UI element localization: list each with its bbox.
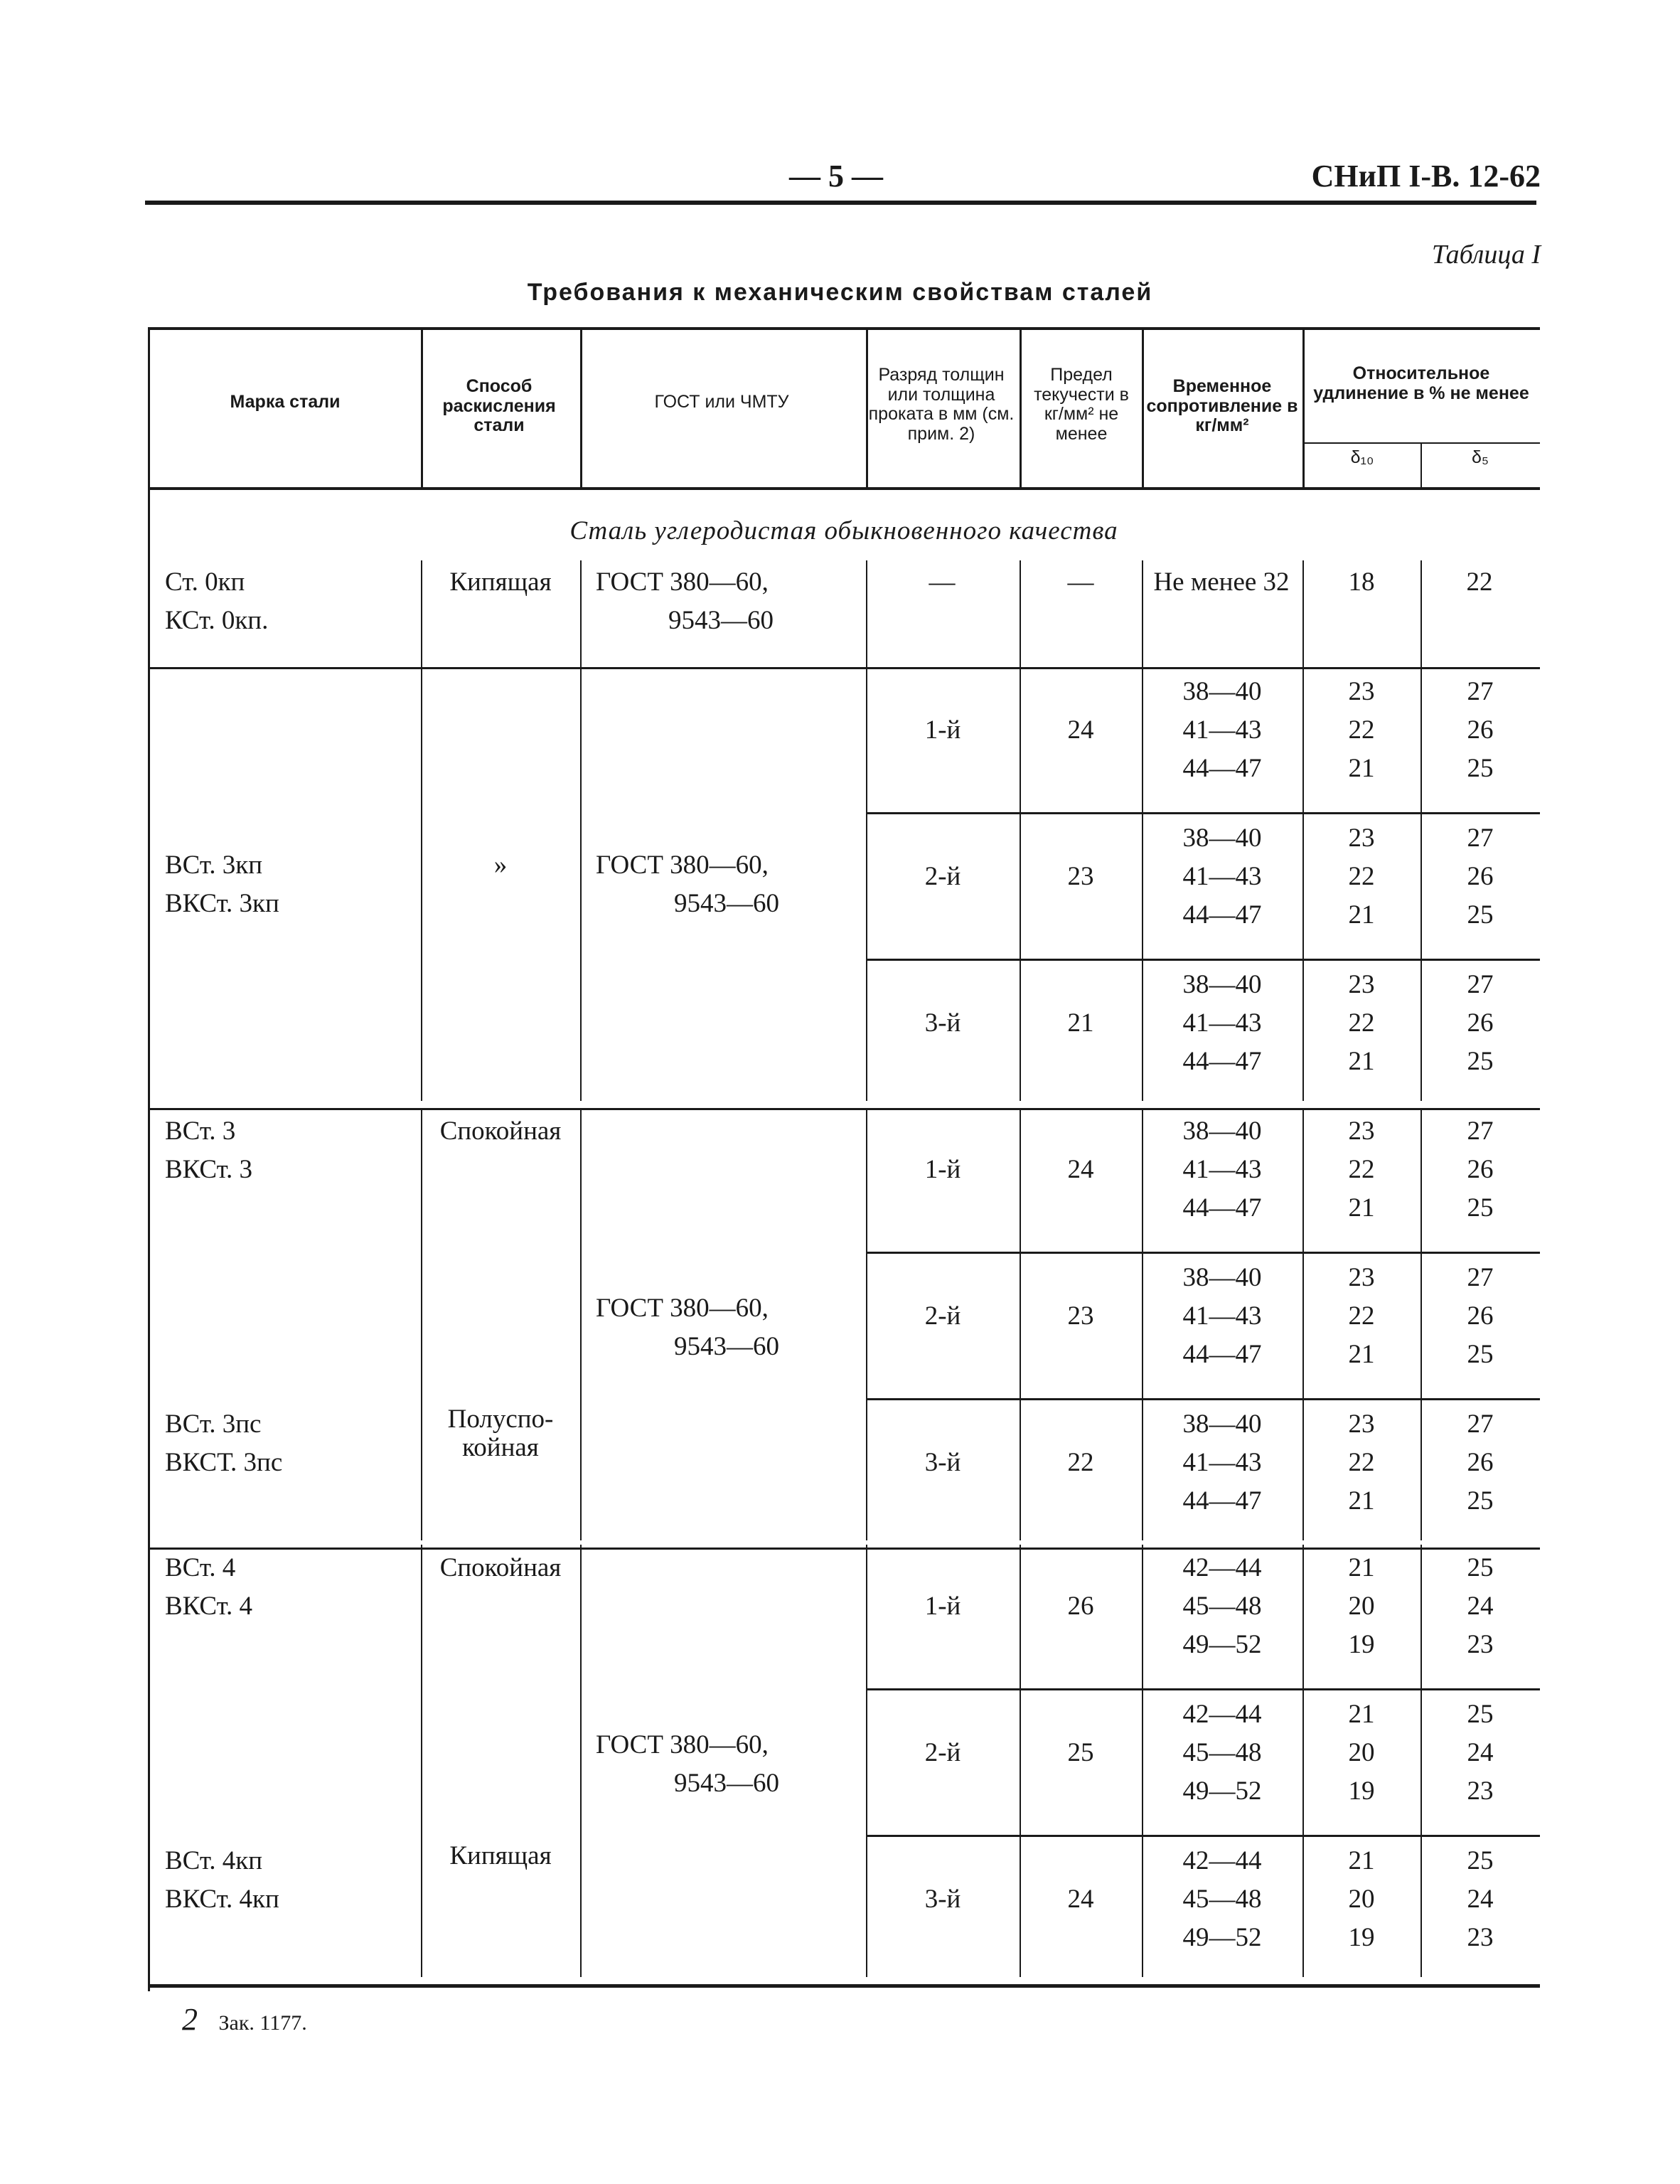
footer-order: Зак. 1177. <box>218 2011 307 2035</box>
d10-cell: 23 <box>1348 677 1375 706</box>
tensile-cell: 38—40 <box>1182 970 1262 999</box>
d5-cell: 24 <box>1467 1885 1494 1914</box>
d5-cell: 25 <box>1467 1193 1494 1222</box>
grade-cell: КСт. 0кп. <box>165 606 269 635</box>
tensile-cell: 42—44 <box>1182 1700 1262 1729</box>
class-cell: 2-й <box>924 1738 961 1767</box>
d10-cell: 20 <box>1348 1592 1375 1621</box>
column-rule <box>148 327 150 1991</box>
tensile-cell: 41—43 <box>1182 1448 1262 1477</box>
row-rule <box>866 959 1540 961</box>
d5-cell: 25 <box>1467 1846 1494 1875</box>
d5-cell: 27 <box>1467 970 1494 999</box>
column-rule <box>580 327 582 487</box>
gost-cell: ГОСТ 380—60, <box>596 1730 769 1759</box>
d5-cell: 27 <box>1467 824 1494 853</box>
section-title: Сталь углеродистая обыкновенного качества <box>569 516 1118 545</box>
col-header-yield: Предел текучести в кг/мм² не менее <box>1034 365 1129 444</box>
column-rule <box>421 1108 422 1540</box>
d10-cell: 19 <box>1348 1630 1375 1659</box>
d5-cell: 24 <box>1467 1738 1494 1767</box>
grade-cell: ВСт. 3пс <box>165 1410 262 1439</box>
column-rule <box>421 327 423 487</box>
d10-cell: 23 <box>1348 970 1375 999</box>
d5-cell: 24 <box>1467 1592 1494 1621</box>
grade-cell: ВКСт. 4кп <box>165 1885 279 1914</box>
d10-cell: 21 <box>1348 1047 1375 1076</box>
grade-cell: ВСт. 3 <box>165 1117 236 1146</box>
d5-cell: 26 <box>1467 1008 1494 1038</box>
row-rule <box>866 1688 1540 1690</box>
tensile-cell: 44—47 <box>1182 1340 1262 1369</box>
column-rule <box>1142 560 1143 667</box>
tensile-cell: 44—47 <box>1182 1047 1262 1076</box>
d10-cell: 23 <box>1348 824 1375 853</box>
tensile-cell: 49—52 <box>1182 1923 1262 1952</box>
d5-cell: 25 <box>1467 1340 1494 1369</box>
row-rule <box>148 667 1540 669</box>
gost-cell: 9543—60 <box>674 1332 779 1361</box>
d5-cell: 23 <box>1467 1777 1494 1806</box>
tensile-cell: 45—48 <box>1182 1738 1262 1767</box>
d5-cell: 23 <box>1467 1630 1494 1659</box>
tensile-cell: 42—44 <box>1182 1846 1262 1875</box>
deoxidation-cell: Полуспо- <box>447 1405 554 1434</box>
column-rule <box>1142 327 1144 487</box>
d5-cell: 25 <box>1467 754 1494 783</box>
d5-cell: 26 <box>1467 1448 1494 1477</box>
d5-cell: 25 <box>1467 1553 1494 1582</box>
class-cell: 3-й <box>924 1008 961 1038</box>
deoxidation-cell: Кипящая <box>449 568 552 597</box>
d10-cell: 22 <box>1348 862 1375 891</box>
column-rule <box>866 327 868 487</box>
gost-cell: ГОСТ 380—60, <box>596 851 769 880</box>
d10-cell: 21 <box>1348 1700 1375 1729</box>
d10-cell: 22 <box>1348 1448 1375 1477</box>
d5-cell: 22 <box>1466 568 1493 597</box>
gost-cell: 9543—60 <box>674 1769 779 1798</box>
column-rule <box>1420 442 1422 487</box>
grade-cell: ВСт. 4кп <box>165 1846 263 1875</box>
column-rule <box>421 560 422 667</box>
d10-cell: 22 <box>1348 1301 1375 1331</box>
d10-cell: 21 <box>1348 900 1375 929</box>
column-rule <box>580 1108 582 1540</box>
d5-cell: 25 <box>1467 1486 1494 1516</box>
gost-cell: ГОСТ 380—60, <box>596 1294 769 1323</box>
grade-cell: ВСт. 4 <box>165 1553 236 1582</box>
table-label: Таблица I <box>1431 240 1541 270</box>
deoxidation-cell: Кипящая <box>449 1841 552 1870</box>
column-rule <box>866 560 867 667</box>
class-cell: 1-й <box>924 715 961 745</box>
d5-cell: 25 <box>1467 900 1494 929</box>
footer-page-mark: 2 <box>182 2002 198 2037</box>
gost-cell: 9543—60 <box>674 889 779 918</box>
gost-cell: ГОСТ 380—60, <box>596 568 769 597</box>
tensile-cell: 38—40 <box>1182 1263 1262 1292</box>
col-header-grade: Марка стали <box>230 392 341 412</box>
d5-cell: 25 <box>1467 1047 1494 1076</box>
d5-cell: 26 <box>1467 1301 1494 1331</box>
d5-cell: 25 <box>1467 1700 1494 1729</box>
col-header-d10: δ₁₀ <box>1350 447 1374 467</box>
table-title: Требования к механическим свойствам сталей <box>527 279 1153 306</box>
d10-cell: 23 <box>1348 1263 1375 1292</box>
tensile-cell: 44—47 <box>1182 754 1262 783</box>
d10-cell: 20 <box>1348 1885 1375 1914</box>
col-header-d5: δ₅ <box>1472 447 1489 467</box>
col-header-deoxidation: Способ раскисления стали <box>442 376 556 435</box>
d5-cell: 27 <box>1467 1263 1494 1292</box>
yield-cell: 24 <box>1067 715 1094 745</box>
column-rule <box>580 668 582 1101</box>
tensile-cell: 41—43 <box>1182 1008 1262 1038</box>
tensile-cell: 41—43 <box>1182 1155 1262 1184</box>
d10-cell: 18 <box>1348 568 1375 597</box>
class-cell: 1-й <box>924 1155 961 1184</box>
yield-cell: 22 <box>1067 1448 1094 1477</box>
col-header-class: Разряд толщин или толщина проката в мм (см. прим. 2) <box>868 365 1015 444</box>
tensile-cell: 41—43 <box>1182 1301 1262 1331</box>
page-number: — 5 — <box>789 159 883 193</box>
d10-cell: 21 <box>1348 1193 1375 1222</box>
grade-cell: ВКСт. 4 <box>165 1592 253 1621</box>
d5-cell: 27 <box>1467 1117 1494 1146</box>
d10-cell: 21 <box>1348 1486 1375 1516</box>
d10-cell: 21 <box>1348 1340 1375 1369</box>
grade-cell: ВКСт. 3 <box>165 1155 253 1184</box>
tensile-cell: 38—40 <box>1182 824 1262 853</box>
tensile-cell: Не менее 32 <box>1153 568 1290 597</box>
d5-cell: 26 <box>1467 862 1494 891</box>
tensile-cell: 38—40 <box>1182 1410 1262 1439</box>
column-rule <box>1302 560 1304 667</box>
tensile-cell: 44—47 <box>1182 1193 1262 1222</box>
tensile-cell: 38—40 <box>1182 1117 1262 1146</box>
d5-cell: 27 <box>1467 1410 1494 1439</box>
d10-cell: 21 <box>1348 1846 1375 1875</box>
column-rule <box>421 1545 422 1977</box>
d5-cell: 26 <box>1467 715 1494 745</box>
deoxidation-cell: » <box>493 851 508 880</box>
row-rule <box>148 1984 1540 1988</box>
tensile-cell: 41—43 <box>1182 862 1262 891</box>
d10-cell: 23 <box>1348 1117 1375 1146</box>
footer <box>182 2001 307 2037</box>
yield-cell: 25 <box>1067 1738 1094 1767</box>
deoxidation-cell: Спокойная <box>439 1553 562 1582</box>
d10-cell: 19 <box>1348 1777 1375 1806</box>
row-rule <box>866 812 1540 814</box>
row-rule <box>148 487 1540 490</box>
yield-cell: — <box>1067 568 1094 597</box>
class-cell: 1-й <box>924 1592 961 1621</box>
yield-cell: 24 <box>1067 1155 1094 1184</box>
column-rule <box>1020 327 1022 487</box>
gost-cell: 9543—60 <box>668 606 774 635</box>
row-rule <box>148 327 1540 330</box>
tensile-cell: 45—48 <box>1182 1592 1262 1621</box>
d10-cell: 21 <box>1348 1553 1375 1582</box>
class-cell: — <box>929 568 956 597</box>
column-rule <box>1420 560 1422 667</box>
class-cell: 3-й <box>924 1885 961 1914</box>
class-cell: 2-й <box>924 862 961 891</box>
d10-cell: 21 <box>1348 754 1375 783</box>
column-rule <box>580 1545 582 1977</box>
grade-cell: ВСт. 3кп <box>165 851 263 880</box>
tensile-cell: 49—52 <box>1182 1777 1262 1806</box>
yield-cell: 23 <box>1067 862 1094 891</box>
header-rule <box>145 201 1536 205</box>
class-cell: 2-й <box>924 1301 961 1331</box>
tensile-cell: 44—47 <box>1182 900 1262 929</box>
d10-cell: 22 <box>1348 1008 1375 1038</box>
grade-cell: ВКСТ. 3пс <box>165 1448 283 1477</box>
yield-cell: 24 <box>1067 1885 1094 1914</box>
tensile-cell: 44—47 <box>1182 1486 1262 1516</box>
deoxidation-cell: Спокойная <box>439 1117 562 1146</box>
row-rule <box>866 1398 1540 1400</box>
col-header-tensile: Временное сопротивление в кг/мм² <box>1146 376 1298 435</box>
tensile-cell: 38—40 <box>1182 677 1262 706</box>
yield-cell: 21 <box>1067 1008 1094 1038</box>
class-cell: 3-й <box>924 1448 961 1477</box>
col-header-gost: ГОСТ или ЧМТУ <box>654 392 789 412</box>
tensile-cell: 42—44 <box>1182 1553 1262 1582</box>
grade-cell: ВКСт. 3кп <box>165 889 279 918</box>
row-rule <box>866 1252 1540 1254</box>
tensile-cell: 41—43 <box>1182 715 1262 745</box>
d10-cell: 22 <box>1348 715 1375 745</box>
d10-cell: 22 <box>1348 1155 1375 1184</box>
column-rule <box>1302 327 1305 487</box>
yield-cell: 23 <box>1067 1301 1094 1331</box>
row-rule <box>866 1835 1540 1837</box>
column-rule <box>580 560 582 667</box>
d5-cell: 26 <box>1467 1155 1494 1184</box>
d10-cell: 20 <box>1348 1738 1375 1767</box>
yield-cell: 26 <box>1067 1592 1094 1621</box>
row-rule <box>148 1108 1540 1110</box>
tensile-cell: 45—48 <box>1182 1885 1262 1914</box>
tensile-cell: 49—52 <box>1182 1630 1262 1659</box>
column-rule <box>1020 560 1021 667</box>
col-header-elongation: Относительное удлинение в % не менее <box>1313 363 1529 403</box>
document-code: СНиП I-В. 12-62 <box>1311 159 1541 193</box>
d5-cell: 23 <box>1467 1923 1494 1952</box>
d10-cell: 23 <box>1348 1410 1375 1439</box>
column-rule <box>421 668 422 1101</box>
deoxidation-cell: койная <box>462 1433 539 1462</box>
d5-cell: 27 <box>1467 677 1494 706</box>
d10-cell: 19 <box>1348 1923 1375 1952</box>
grade-cell: Ст. 0кп <box>165 568 245 597</box>
